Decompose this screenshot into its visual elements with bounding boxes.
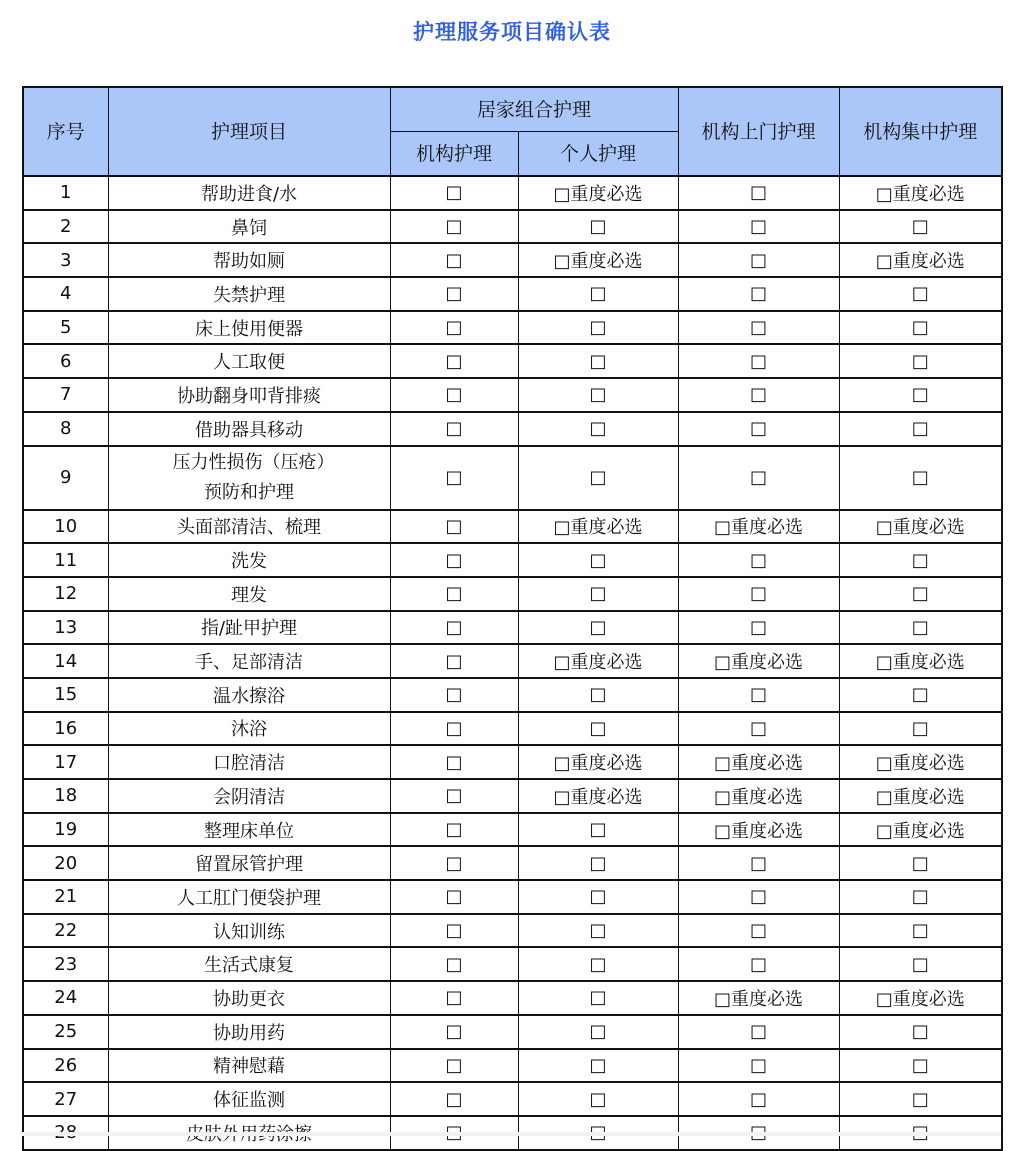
row-item: 认知训练 [108, 914, 390, 948]
checkbox-cell-personal-care[interactable]: □ [518, 1082, 678, 1116]
checkbox-cell-institution-visit[interactable]: □ [678, 311, 839, 345]
table-row [23, 311, 1002, 345]
checkbox-cell-institution-care[interactable]: □ [390, 880, 518, 914]
checkbox-cell-personal-care[interactable]: □重度必选 [518, 243, 678, 277]
checkbox-cell-institution-visit[interactable]: □ [678, 378, 839, 412]
checkbox-cell-personal-care[interactable]: □ [518, 813, 678, 847]
checkbox-cell-institution-central[interactable]: □ [839, 678, 1002, 712]
checkbox-cell-institution-central[interactable]: □ [839, 712, 1002, 746]
table-row [23, 510, 1002, 544]
row-seq: 22 [23, 914, 108, 948]
checkbox-cell-personal-care[interactable]: □ [518, 947, 678, 981]
checkbox-cell-personal-care[interactable]: □重度必选 [518, 745, 678, 779]
checkbox-cell-institution-visit[interactable]: □ [678, 947, 839, 981]
row-item: 指/趾甲护理 [108, 611, 390, 645]
table-row [23, 210, 1002, 244]
checkbox-cell-institution-central[interactable]: □ [839, 446, 1002, 510]
checkbox-cell-institution-central[interactable]: □ [839, 947, 1002, 981]
table-row [23, 611, 1002, 645]
checkbox-cell-institution-central[interactable]: □ [839, 311, 1002, 345]
checkbox-cell-institution-visit[interactable]: □ [678, 1049, 839, 1083]
table-row [23, 277, 1002, 311]
row-item: 床上使用便器 [108, 311, 390, 345]
checkbox-cell-personal-care[interactable]: □ [518, 981, 678, 1015]
table-row [23, 543, 1002, 577]
checkbox-cell-institution-visit[interactable]: □ [678, 210, 839, 244]
checkbox-cell-institution-visit[interactable]: □重度必选 [678, 779, 839, 813]
row-item: 口腔清洁 [108, 745, 390, 779]
checkbox-cell-institution-care[interactable]: □ [390, 813, 518, 847]
row-item: 帮助如厕 [108, 243, 390, 277]
table-row [23, 947, 1002, 981]
row-seq: 25 [23, 1015, 108, 1049]
checkbox-cell-institution-care[interactable]: □ [390, 712, 518, 746]
checkbox-cell-institution-care[interactable]: □ [390, 644, 518, 678]
header-institution-visit: 机构上门护理 [678, 87, 839, 176]
checkbox-cell-institution-care[interactable]: □ [390, 577, 518, 611]
row-seq: 13 [23, 611, 108, 645]
care-items-table [22, 86, 1003, 1151]
checkbox-cell-institution-care[interactable]: □ [390, 446, 518, 510]
row-seq: 15 [23, 678, 108, 712]
checkbox-cell-institution-care[interactable]: □ [390, 611, 518, 645]
checkbox-cell-institution-central[interactable]: □ [839, 1082, 1002, 1116]
row-seq: 8 [23, 412, 108, 446]
checkbox-cell-personal-care[interactable]: □ [518, 277, 678, 311]
row-seq: 19 [23, 813, 108, 847]
row-seq: 21 [23, 880, 108, 914]
checkbox-cell-personal-care[interactable]: □重度必选 [518, 510, 678, 544]
header-item: 护理项目 [108, 87, 390, 176]
table-row [23, 446, 1002, 510]
checkbox-cell-institution-central[interactable]: □重度必选 [839, 243, 1002, 277]
checkbox-cell-personal-care[interactable]: □ [518, 446, 678, 510]
checkbox-cell-institution-care[interactable]: □ [390, 412, 518, 446]
checkbox-cell-institution-central[interactable]: □ [839, 210, 1002, 244]
table-row [23, 981, 1002, 1015]
checkbox-cell-institution-visit[interactable]: □ [678, 344, 839, 378]
row-seq: 11 [23, 543, 108, 577]
row-seq: 3 [23, 243, 108, 277]
checkbox-cell-personal-care[interactable]: □ [518, 1049, 678, 1083]
checkbox-cell-institution-central[interactable]: □ [839, 1015, 1002, 1049]
checkbox-cell-institution-care[interactable]: □ [390, 1015, 518, 1049]
checkbox-cell-institution-visit[interactable]: □重度必选 [678, 981, 839, 1015]
table-row [23, 779, 1002, 813]
row-item: 手、足部清洁 [108, 644, 390, 678]
checkbox-cell-institution-visit[interactable]: □ [678, 678, 839, 712]
checkbox-cell-institution-visit[interactable]: □ [678, 412, 839, 446]
checkbox-cell-personal-care[interactable]: □ [518, 678, 678, 712]
row-seq: 26 [23, 1049, 108, 1083]
row-seq: 16 [23, 712, 108, 746]
row-item: 协助更衣 [108, 981, 390, 1015]
checkbox-cell-personal-care[interactable]: □ [518, 210, 678, 244]
table-row [23, 412, 1002, 446]
row-item: 会阴清洁 [108, 779, 390, 813]
row-seq: 27 [23, 1082, 108, 1116]
checkbox-cell-institution-central[interactable]: □重度必选 [839, 644, 1002, 678]
row-seq: 23 [23, 947, 108, 981]
checkbox-cell-personal-care[interactable]: □重度必选 [518, 644, 678, 678]
checkbox-cell-institution-visit[interactable]: □ [678, 243, 839, 277]
checkbox-cell-institution-central[interactable]: □ [839, 880, 1002, 914]
row-item: 留置尿管护理 [108, 846, 390, 880]
checkbox-cell-personal-care[interactable]: □ [518, 712, 678, 746]
table-row [23, 344, 1002, 378]
checkbox-cell-institution-central[interactable]: □ [839, 846, 1002, 880]
checkbox-cell-institution-care[interactable]: □ [390, 678, 518, 712]
row-item: 帮助进食/水 [108, 176, 390, 210]
checkbox-cell-institution-visit[interactable]: □ [678, 712, 839, 746]
table-row [23, 1082, 1002, 1116]
checkbox-cell-institution-care[interactable]: □ [390, 779, 518, 813]
checkbox-cell-personal-care[interactable]: □ [518, 412, 678, 446]
table-row [23, 378, 1002, 412]
checkbox-cell-personal-care[interactable]: □ [518, 611, 678, 645]
checkbox-cell-institution-care[interactable]: □ [390, 378, 518, 412]
row-seq: 20 [23, 846, 108, 880]
checkbox-cell-institution-visit[interactable]: □ [678, 880, 839, 914]
row-item: 温水擦浴 [108, 678, 390, 712]
row-item: 人工取便 [108, 344, 390, 378]
row-item: 沐浴 [108, 712, 390, 746]
table-row [23, 880, 1002, 914]
checkbox-cell-institution-visit[interactable]: □重度必选 [678, 644, 839, 678]
checkbox-cell-personal-care[interactable]: □重度必选 [518, 176, 678, 210]
checkbox-cell-institution-care[interactable]: □ [390, 543, 518, 577]
row-item: 协助用药 [108, 1015, 390, 1049]
row-item: 理发 [108, 577, 390, 611]
row-item: 压力性损伤（压疮）预防和护理 [108, 446, 390, 510]
checkbox-cell-institution-visit[interactable]: □ [678, 611, 839, 645]
checkbox-cell-institution-care[interactable]: □ [390, 210, 518, 244]
checkbox-cell-institution-central[interactable]: □重度必选 [839, 745, 1002, 779]
checkbox-cell-personal-care[interactable]: □重度必选 [518, 779, 678, 813]
table-row [23, 243, 1002, 277]
checkbox-cell-institution-care[interactable]: □ [390, 1049, 518, 1083]
header-seq: 序号 [23, 87, 108, 176]
checkbox-cell-personal-care[interactable]: □ [518, 311, 678, 345]
checkbox-cell-institution-central[interactable]: □ [839, 1049, 1002, 1083]
table-row [23, 745, 1002, 779]
table-row [23, 813, 1002, 847]
checkbox-cell-institution-visit[interactable]: □ [678, 846, 839, 880]
checkbox-cell-institution-central[interactable]: □ [839, 277, 1002, 311]
row-item: 借助器具移动 [108, 412, 390, 446]
row-item: 头面部清洁、梳理 [108, 510, 390, 544]
divider [22, 1132, 1001, 1136]
row-seq: 14 [23, 644, 108, 678]
checkbox-cell-personal-care[interactable]: □ [518, 543, 678, 577]
row-seq: 1 [23, 176, 108, 210]
checkbox-cell-institution-central[interactable]: □重度必选 [839, 510, 1002, 544]
checkbox-cell-institution-central[interactable]: □ [839, 611, 1002, 645]
checkbox-cell-institution-care[interactable]: □ [390, 981, 518, 1015]
table-row [23, 577, 1002, 611]
table-row [23, 914, 1002, 948]
checkbox-cell-institution-care[interactable]: □ [390, 510, 518, 544]
row-item: 失禁护理 [108, 277, 390, 311]
checkbox-cell-institution-care[interactable]: □ [390, 344, 518, 378]
table-body [23, 176, 1002, 1150]
row-seq: 12 [23, 577, 108, 611]
row-seq: 17 [23, 745, 108, 779]
row-seq: 10 [23, 510, 108, 544]
checkbox-cell-institution-visit[interactable]: □ [678, 1015, 839, 1049]
header-institution-care: 机构护理 [390, 132, 518, 177]
checkbox-cell-personal-care[interactable]: □ [518, 914, 678, 948]
checkbox-cell-personal-care[interactable]: □ [518, 378, 678, 412]
checkbox-cell-institution-central[interactable]: □ [839, 577, 1002, 611]
row-item: 人工肛门便袋护理 [108, 880, 390, 914]
checkbox-cell-institution-central[interactable]: □重度必选 [839, 981, 1002, 1015]
header-institution-central: 机构集中护理 [839, 87, 1002, 176]
checkbox-cell-institution-visit[interactable]: □ [678, 176, 839, 210]
checkbox-cell-institution-visit[interactable]: □ [678, 277, 839, 311]
checkbox-cell-institution-care[interactable]: □ [390, 745, 518, 779]
checkbox-cell-institution-care[interactable]: □ [390, 176, 518, 210]
header-personal-care: 个人护理 [518, 132, 678, 177]
checkbox-cell-institution-central[interactable]: □ [839, 914, 1002, 948]
checkbox-cell-institution-care[interactable]: □ [390, 1082, 518, 1116]
table-row [23, 846, 1002, 880]
checkbox-cell-institution-central[interactable]: □重度必选 [839, 813, 1002, 847]
table-row [23, 644, 1002, 678]
row-item: 体征监测 [108, 1082, 390, 1116]
checkbox-cell-institution-central[interactable]: □ [839, 344, 1002, 378]
row-seq: 9 [23, 446, 108, 510]
checkbox-cell-personal-care[interactable]: □ [518, 577, 678, 611]
row-seq: 18 [23, 779, 108, 813]
checkbox-cell-institution-care[interactable]: □ [390, 947, 518, 981]
row-item: 生活式康复 [108, 947, 390, 981]
checkbox-cell-personal-care[interactable]: □ [518, 880, 678, 914]
row-item: 鼻饲 [108, 210, 390, 244]
row-seq: 6 [23, 344, 108, 378]
table-row [23, 712, 1002, 746]
checkbox-cell-personal-care[interactable]: □ [518, 1015, 678, 1049]
checkbox-cell-institution-visit[interactable]: □重度必选 [678, 813, 839, 847]
checkbox-cell-institution-visit[interactable]: □ [678, 543, 839, 577]
page-title: 护理服务项目确认表 [413, 20, 611, 44]
row-item: 洗发 [108, 543, 390, 577]
header-home-combined: 居家组合护理 [390, 87, 678, 132]
table-row [23, 1049, 1002, 1083]
checkbox-cell-institution-central[interactable]: □ [839, 412, 1002, 446]
row-seq: 7 [23, 378, 108, 412]
row-item: 协助翻身叩背排痰 [108, 378, 390, 412]
checkbox-cell-institution-care[interactable]: □ [390, 311, 518, 345]
checkbox-cell-institution-care[interactable]: □ [390, 277, 518, 311]
checkbox-cell-institution-visit[interactable]: □ [678, 577, 839, 611]
checkbox-cell-institution-care[interactable]: □ [390, 846, 518, 880]
row-seq: 4 [23, 277, 108, 311]
checkbox-cell-institution-central[interactable]: □重度必选 [839, 176, 1002, 210]
checkbox-cell-institution-care[interactable]: □ [390, 914, 518, 948]
checkbox-cell-institution-visit[interactable]: □重度必选 [678, 510, 839, 544]
checkbox-cell-institution-care[interactable]: □ [390, 243, 518, 277]
table-row [23, 1015, 1002, 1049]
checkbox-cell-institution-central[interactable]: □重度必选 [839, 779, 1002, 813]
checkbox-cell-institution-visit[interactable]: □ [678, 1082, 839, 1116]
row-item: 整理床单位 [108, 813, 390, 847]
checkbox-cell-institution-visit[interactable]: □ [678, 914, 839, 948]
row-seq: 2 [23, 210, 108, 244]
checkbox-cell-personal-care[interactable]: □ [518, 344, 678, 378]
checkbox-cell-institution-central[interactable]: □ [839, 378, 1002, 412]
checkbox-cell-institution-visit[interactable]: □ [678, 446, 839, 510]
checkbox-cell-institution-visit[interactable]: □重度必选 [678, 745, 839, 779]
table-row [23, 678, 1002, 712]
row-item: 精神慰藉 [108, 1049, 390, 1083]
checkbox-cell-institution-central[interactable]: □ [839, 543, 1002, 577]
row-seq: 5 [23, 311, 108, 345]
table-row [23, 176, 1002, 210]
checkbox-cell-personal-care[interactable]: □ [518, 846, 678, 880]
row-seq: 24 [23, 981, 108, 1015]
